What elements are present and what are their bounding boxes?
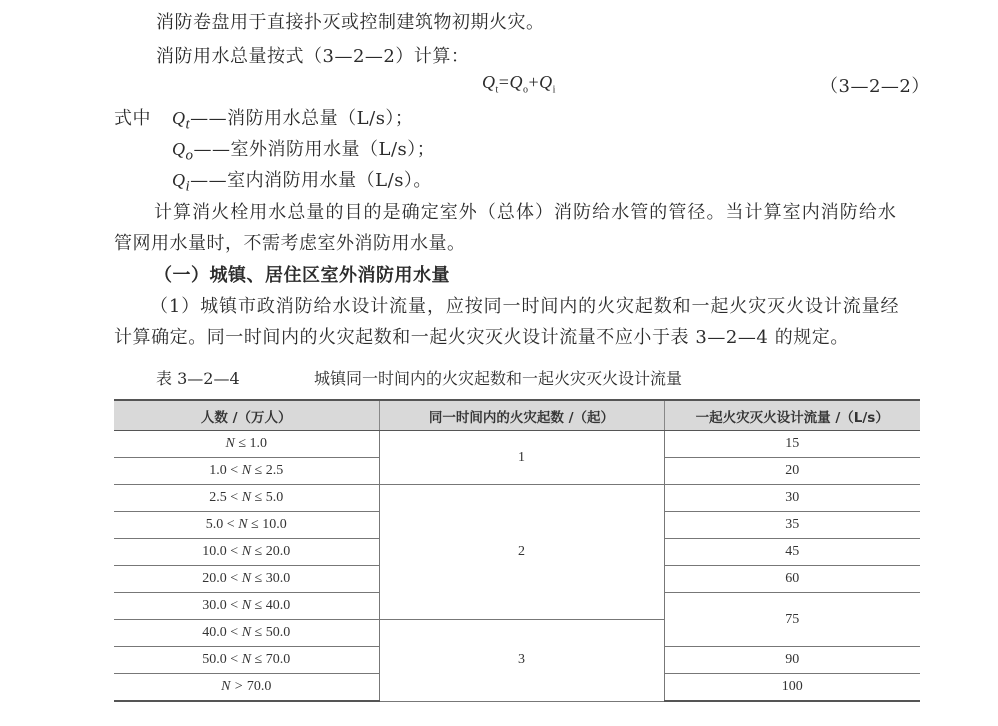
where-label: 式中 xyxy=(114,108,151,129)
flow-cell: 35 xyxy=(664,512,920,539)
population-cell: 20.0 < N ≤ 30.0 xyxy=(114,566,379,593)
flow-cell: 60 xyxy=(664,566,920,593)
paragraph-line: 管网用水量时，不需考虑室外消防用水量。 xyxy=(114,233,466,254)
flow-table xyxy=(114,399,920,702)
definition-item: $Q_i——$室内消防用水量（L/s）。 xyxy=(172,170,432,195)
table-row xyxy=(114,431,920,458)
header-design-flow: 一起火灾灭火设计流量 /（L/s） xyxy=(664,400,920,431)
population-cell: N ≤ 1.0 xyxy=(114,431,379,458)
population-cell: 1.0 < N ≤ 2.5 xyxy=(114,458,379,485)
table-caption-number: 表 3—2—4 xyxy=(156,369,240,388)
section-heading: （一）城镇、居住区室外消防用水量 xyxy=(154,265,450,286)
population-cell: 5.0 < N ≤ 10.0 xyxy=(114,512,379,539)
definition-item: $Q_o——$室外消防用水量（L/s）； xyxy=(172,139,436,164)
table-header-row xyxy=(114,400,920,431)
flow-cell: 45 xyxy=(664,539,920,566)
formula: $Q_t=Q_o+Q_i$ xyxy=(482,72,556,96)
flow-cell: 90 xyxy=(664,647,920,674)
population-cell: N > 70.0 xyxy=(114,674,379,702)
fire-count-cell: 2 xyxy=(379,485,664,620)
formula-number: （3—2—2） xyxy=(820,76,930,97)
header-fire-count: 同一时间内的火灾起数 /（起） xyxy=(379,400,664,431)
text-line: 消防卷盘用于直接扑灭或控制建筑物初期火灾。 xyxy=(156,12,545,33)
population-cell: 40.0 < N ≤ 50.0 xyxy=(114,620,379,647)
population-cell: 30.0 < N ≤ 40.0 xyxy=(114,593,379,620)
flow-cell: 100 xyxy=(664,674,920,702)
flow-cell: 75 xyxy=(664,593,920,647)
population-cell: 10.0 < N ≤ 20.0 xyxy=(114,539,379,566)
definition-item: $Q_t——$消防用水总量（L/s）； xyxy=(172,108,414,133)
flow-cell: 15 xyxy=(664,431,920,458)
paragraph-line: 计算消火栓用水总量的目的是确定室外（总体）消防给水管的管径。当计算室内消防给水 xyxy=(154,202,897,223)
table-row xyxy=(114,485,920,512)
table-caption-title: 城镇同一时间内的火灾起数和一起火灾灭火设计流量 xyxy=(314,369,683,388)
fire-count-cell: 1 xyxy=(379,431,664,485)
population-cell: 2.5 < N ≤ 5.0 xyxy=(114,485,379,512)
paragraph-line: （1）城镇市政消防给水设计流量，应按同一时间内的火灾起数和一起火灾灭火设计流量经 xyxy=(150,296,900,317)
flow-cell: 20 xyxy=(664,458,920,485)
fire-count-cell: 3 xyxy=(379,620,664,702)
flow-cell: 30 xyxy=(664,485,920,512)
text-line: 消防用水总量按式（3—2—2）计算： xyxy=(156,46,470,67)
paragraph-line: 计算确定。同一时间内的火灾起数和一起火灾灭火设计流量不应小于表 3—2—4 的规定。 xyxy=(114,327,849,348)
header-population: 人数 /（万人） xyxy=(114,400,379,431)
population-cell: 50.0 < N ≤ 70.0 xyxy=(114,647,379,674)
